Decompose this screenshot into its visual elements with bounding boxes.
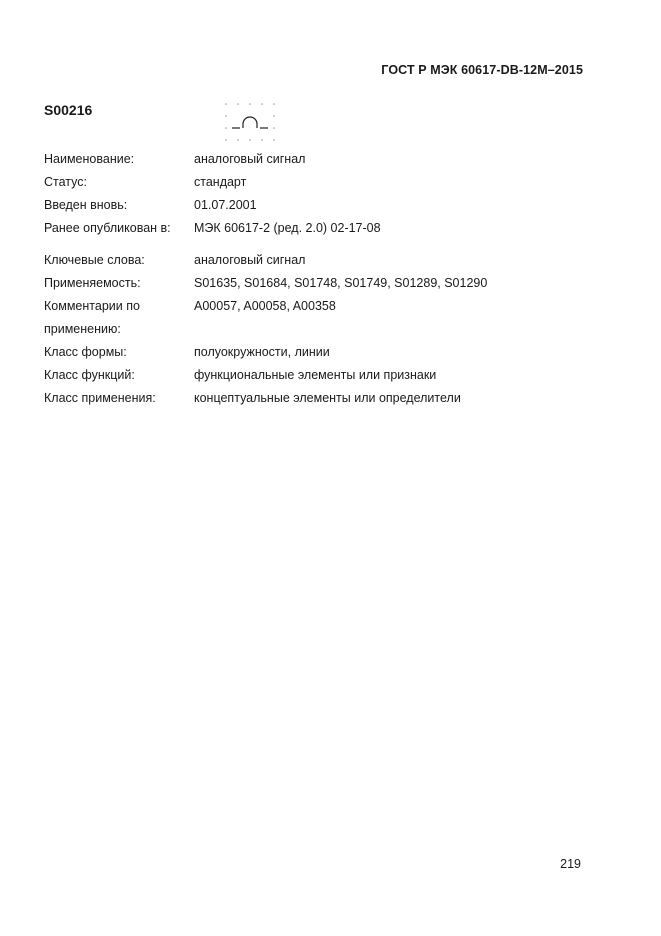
field-label: Применяемость:	[44, 276, 141, 290]
field-row-shape-class	[44, 341, 584, 364]
grid-dots	[225, 103, 275, 141]
field-value: функциональные элементы или признаки	[194, 368, 437, 382]
field-value: стандарт	[194, 175, 247, 189]
field-row-comments-cont	[44, 318, 584, 341]
attribute-table	[44, 148, 584, 410]
field-row-function-class	[44, 364, 584, 387]
field-label: Класс функций:	[44, 368, 135, 382]
field-label: применению:	[44, 322, 121, 336]
field-value: аналоговый сигнал	[194, 253, 306, 267]
field-value: полуокружности, линии	[194, 345, 330, 359]
field-row-introduced	[44, 194, 584, 217]
page-number: 219	[560, 857, 581, 871]
document-code: ГОСТ Р МЭК 60617-DB-12М–2015	[381, 63, 583, 77]
field-label: Ключевые слова:	[44, 253, 145, 267]
field-label: Введен вновь:	[44, 198, 128, 212]
field-value: S01635, S01684, S01748, S01749, S01289, S01290	[194, 276, 488, 290]
field-value: МЭК 60617-2 (ред. 2.0) 02-17-08	[194, 221, 381, 235]
field-row-published-in	[44, 217, 584, 240]
field-label: Ранее опубликован в:	[44, 221, 171, 235]
field-value: аналоговый сигнал	[194, 152, 306, 166]
field-row-application-class	[44, 387, 584, 410]
field-value: A00057, A00058, A00358	[194, 299, 336, 313]
field-value	[194, 318, 584, 341]
field-label: Комментарии по	[44, 299, 140, 313]
field-label: Класс формы:	[44, 345, 127, 359]
field-label: Статус:	[44, 175, 87, 189]
field-label: Наименование:	[44, 152, 135, 166]
semicircle-shape	[243, 117, 257, 128]
field-row-name	[44, 148, 584, 171]
field-row-keywords	[44, 249, 584, 272]
field-row-applicability	[44, 272, 584, 295]
analog-signal-semicircle-icon	[222, 100, 282, 144]
field-label: Класс применения:	[44, 391, 156, 405]
field-row-comments	[44, 295, 584, 318]
field-row-status	[44, 171, 584, 194]
field-value: 01.07.2001	[194, 198, 257, 212]
symbol-id: S00216	[44, 102, 93, 118]
field-value: концептуальные элементы или определители	[194, 391, 461, 405]
